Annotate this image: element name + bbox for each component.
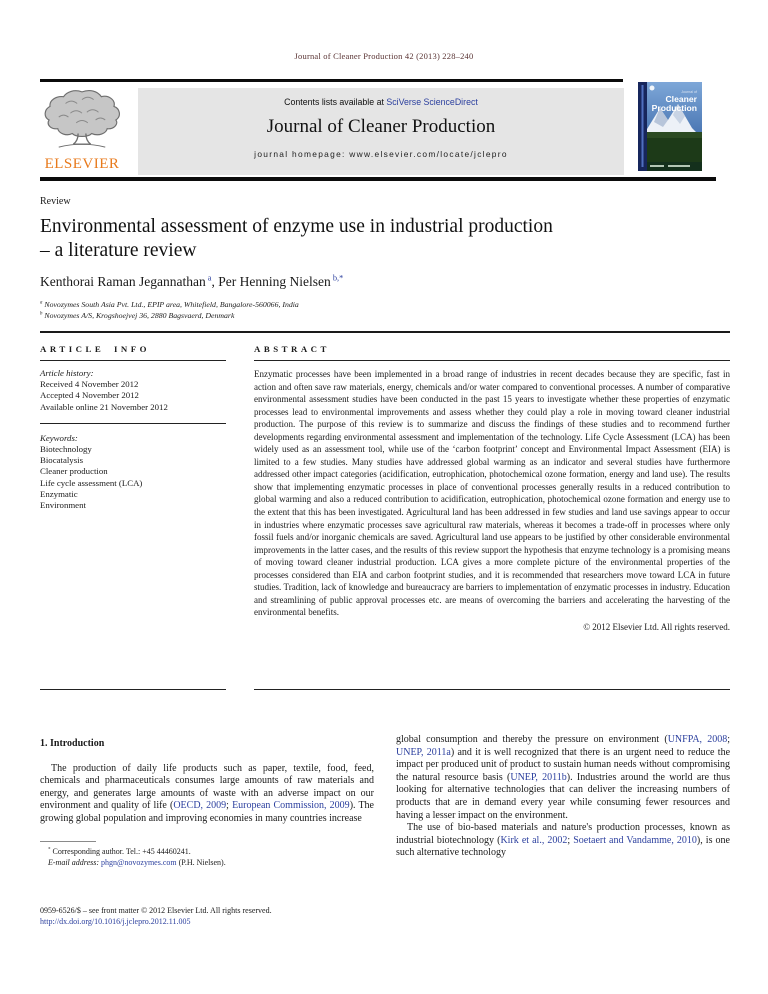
intro-paragraph-3: The use of bio-based materials and nature's production processes, known as industrial biotechnology (Kirk et al., 2002; Soetaert and Vandamme, 2010), is one such alternative technology xyxy=(396,822,730,859)
footnote-line-2: E-mail address: phgn@novozymes.com (P.H. Nielsen). xyxy=(48,857,226,867)
contents-list-line: Contents lists available at SciVerse ScienceDirect xyxy=(284,97,478,107)
article-type-label: Review xyxy=(40,196,71,207)
affiliation-a: $^a$ Novozymes South Asia Pvt. Ltd., EPIP area, Whitefield, Bangalore-560066, India xyxy=(40,300,299,309)
rule xyxy=(254,689,730,690)
cover-title-cleaner: Cleaner xyxy=(665,94,697,104)
journal-banner xyxy=(138,88,624,175)
citation-kirk-2002[interactable]: Kirk et al., 2002 xyxy=(500,834,568,846)
introduction-heading: 1. Introduction xyxy=(40,738,105,749)
author-affil-sup-b[interactable]: b,* xyxy=(330,273,344,283)
issn-copyright-line: 0959-6526/$ – see front matter © 2012 Elsevier Ltd. All rights reserved. xyxy=(40,906,272,915)
header-bottom-rule xyxy=(40,177,716,181)
footnote-rule xyxy=(40,841,96,842)
history-item: Accepted 4 November 2012 xyxy=(40,390,139,401)
keyword-item: Biotechnology xyxy=(40,444,92,455)
history-item: Received 4 November 2012 xyxy=(40,379,139,390)
article-info-heading: ARTICLE INFO xyxy=(40,344,150,354)
introduction-section xyxy=(40,734,730,868)
intro-paragraph-1: The production of daily life products such as paper, textile, food, feed, chemicals and pharmaceuticals consumes large amounts of raw materials and energy, and generates large amounts of waste with an adverse impact on our environment and quality of life (OECD, 2009; European Commission, 2009). The growing global population and improving economies in many countries increase xyxy=(40,762,374,824)
keywords-label: Keywords: xyxy=(40,432,78,443)
citation-european-commission-2009[interactable]: European Commission, 2009 xyxy=(232,800,350,812)
affiliation-divider-rule xyxy=(40,331,730,333)
keyword-item: Biocatalysis xyxy=(40,455,84,466)
affiliations xyxy=(40,299,299,321)
elsevier-tree-icon xyxy=(40,137,124,154)
citation-oecd-2009[interactable]: OECD, 2009 xyxy=(173,800,227,812)
corresponding-author-footnote xyxy=(40,841,374,868)
keyword-item: Enzymatic xyxy=(40,488,78,499)
rule xyxy=(40,689,226,690)
article-title-line1: Environmental assessment of enzyme use in industrial production xyxy=(40,216,553,237)
email-link[interactable]: phgn@novozymes.com xyxy=(101,857,177,867)
article-history xyxy=(40,368,226,413)
sciverse-sciencedirect-link[interactable]: SciVerse ScienceDirect xyxy=(386,97,478,107)
spacer xyxy=(40,511,226,689)
cover-title-production: Production xyxy=(651,103,697,113)
journal-title: Journal of Cleaner Production xyxy=(266,116,496,137)
elsevier-wordmark: ELSEVIER xyxy=(44,156,120,172)
citation-unep-2011a[interactable]: UNEP, 2011a xyxy=(396,746,451,758)
author-affil-sup-a[interactable]: a xyxy=(205,273,212,283)
journal-reference: Journal of Cleaner Production 42 (2013) 228–240 xyxy=(294,51,474,61)
article-info-column xyxy=(40,344,226,690)
footnote-line-1: * Corresponding author. Tel.: +45 44460241. xyxy=(48,846,191,856)
header-top-rule xyxy=(40,79,623,82)
info-abstract-section xyxy=(40,344,730,690)
spacer xyxy=(254,632,730,689)
keywords-block xyxy=(40,433,226,511)
body-column-left xyxy=(40,734,374,868)
citation-soetaert-2010[interactable]: Soetaert and Vandamme, 2010 xyxy=(573,834,697,846)
abstract-text: Enzymatic processes have been implemented in a broad range of industries in recent decades because they are specific, fast in action and often save raw materials, energy, chemicals and/or water compared to conventional processes. A number of comparative environmental assessment studies have been conducted in the past 15 years to investigate whether these properties of enzymatic processes lead to environmental improvements and assess whether they could play a role in moving toward cleaner industrial production. The purpose of this review is to summarize and discuss the findings of these studies and to recommend further developments regarding environmental assessment and implementation of the technology. Life Cycle Assessment (LCA) has been widely used as an assessment tool, while use of the ‘carbon footprint’ concept and Environmental Impact Assessment (EIA) is limited to a few studies. Many studies have addressed global warming as an indicator and several studies have furthermore addressed other impact categories (acidification, eutrophication, photochemical ozone formation, energy and land use). The results show that implementing enzymatic processes in place of conventional processes generally results in a reduced contribution to global warming and also a reduced contribution to acidification, eutrophication, photochemical ozone formation and energy use to the extent that this has been investigated. Agricultural land has been addressed in few studies and land use savings appear to occur in industries where enzymatic processes save agricultural raw materials, whereas it becomes a trade-off in processes where only fossil fuels and/or inorganic chemicals are saved. Agricultural land use appears to be justified by other considerable environmental improvements in the latter cases, and the results of this review support the hypothesis that enzyme technology is a promising means of moving toward cleaner industrial production. LCA gives a more complete picture of the environmental properties of the processes considered than EIA and carbon footprint studies, and it is recommended that researchers move toward LCA in future studies. Tradition, lack of knowledge and bureaucracy are barriers to implementation of enzymatic processes in industry. Education and streamlining of public approval processes etc. are means of overcoming the barriers and accelerating the harvesting of the environmental benefits. xyxy=(254,369,730,618)
citation-unfpa-2008[interactable]: UNFPA, 2008 xyxy=(667,734,728,745)
article-title-line2: – a literature review xyxy=(40,240,197,261)
journal-cover-thumbnail[interactable] xyxy=(638,82,702,171)
rule xyxy=(254,360,730,361)
keyword-item: Cleaner production xyxy=(40,466,108,477)
abstract-column xyxy=(254,344,730,690)
author-line: Kenthorai Raman Jegannathan $^a$, Per Henning Nielsen $^{b,*}$ xyxy=(40,273,344,289)
doi-link[interactable]: http://dx.doi.org/10.1016/j.jclepro.2012.11.005 xyxy=(40,917,191,926)
rule xyxy=(40,360,226,361)
copyright-line: © 2012 Elsevier Ltd. All rights reserved. xyxy=(583,621,730,632)
article-title xyxy=(40,215,730,263)
keyword-item: Environment xyxy=(40,500,86,511)
body-column-right xyxy=(396,734,730,868)
history-item: Available online 21 November 2012 xyxy=(40,401,168,412)
elsevier-logo[interactable] xyxy=(40,88,124,174)
keyword-item: Life cycle assessment (LCA) xyxy=(40,477,143,488)
rule xyxy=(40,423,226,424)
abstract-heading: ABSTRACT xyxy=(254,344,330,354)
affiliation-b: $^b$ Novozymes A/S, Krogshoejvej 36, 2880 Bagsvaerd, Denmark xyxy=(40,311,235,320)
intro-paragraph-2: global consumption and thereby the pressure on environment (UNFPA, 2008; UNEP, 2011a) and it is well recognized that there is an urgent need to reduce the impact per produced unit of product to sustain human needs without compromising the natural resource basis (UNEP, 2011b). Industries around the world are thus looking for alternative technologies that can deliver the increasing numbers of products that are in demand every year while consuming fewer resources and having a lesser impact on the environment. xyxy=(396,734,731,821)
cover-title-journal-of: Journal of xyxy=(681,90,697,94)
journal-homepage-link[interactable]: journal homepage: www.elsevier.com/locate/jclepro xyxy=(254,149,508,159)
citation-unep-2011b[interactable]: UNEP, 2011b xyxy=(510,771,567,783)
page-footer xyxy=(40,905,272,927)
article-history-label: Article history: xyxy=(40,368,94,378)
